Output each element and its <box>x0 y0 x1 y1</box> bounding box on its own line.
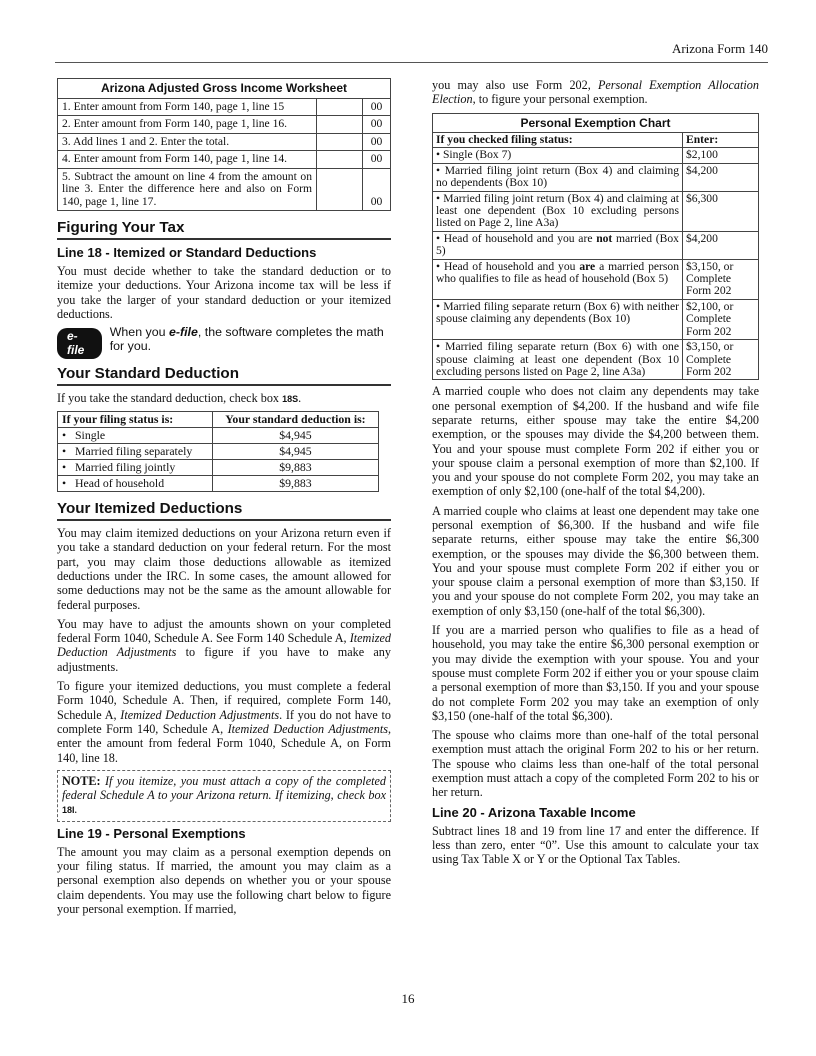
worksheet-amount-field[interactable] <box>317 116 363 134</box>
worksheet-row <box>58 168 391 211</box>
exemption-amount: $2,100 <box>683 148 759 163</box>
worksheet-cents: 00 <box>363 116 391 134</box>
line19-heading: Line 19 - Personal Exemptions <box>57 825 246 841</box>
worksheet-row <box>58 116 391 134</box>
header-divider <box>55 62 768 63</box>
worksheet-row-text: 5. Subtract the amount on line 4 from the amount on line 3. Enter the difference here and also on Form 140, page 1, line 17. <box>58 168 317 211</box>
standard-deduction-text: If you take the standard deduction, check box 18S. <box>57 390 302 405</box>
worksheet-row-text: 4. Enter amount from Form 140, page 1, line 14. <box>58 151 317 169</box>
itemized-paragraph-2: You may have to adjust the amounts shown on your completed federal Form 1040, Schedule A. See Form 140 Schedule A, Itemized Deduction Adjustments to figure if you have to make any adjustments. <box>57 616 391 674</box>
sd-amount: $9,883 <box>212 460 378 476</box>
sd-col-amount: Your standard deduction is: <box>212 412 378 428</box>
note-label: NOTE: <box>62 773 101 788</box>
worksheet-title: Arizona Adjusted Gross Income Worksheet <box>58 79 391 99</box>
right-column <box>432 78 759 872</box>
standard-deduction-table <box>57 411 379 492</box>
worksheet-amount-field[interactable] <box>317 133 363 151</box>
exemption-col-amount: Enter: <box>683 133 759 148</box>
worksheet-amount-field[interactable] <box>317 151 363 169</box>
worksheet-cents: 00 <box>363 133 391 151</box>
line18-text: You must decide whether to take the standard deduction or to itemize your deductions. Your Arizona income tax will be less if you take the larger of your standard deduction or your itemized deductions. <box>57 264 391 321</box>
worksheet-row-text: 3. Add lines 1 and 2. Enter the total. <box>58 133 317 151</box>
line19-continued-text: you may also use Form 202, Personal Exemption Allocation Election, to figure your personal exemption. <box>432 78 759 107</box>
itemized-paragraph-1: You may claim itemized deductions on your Arizona return even if you take a standard deduction on your federal return. For the most part, you may claim those deductions allowable as itemized deductions under the IRC. In some cases, the amount allowed for some deductions may not be the same as the amount allowable for federal purposes. <box>57 526 391 612</box>
exemption-col-status: If you checked filing status: <box>433 133 683 148</box>
sd-amount: $4,945 <box>212 428 378 444</box>
exemption-status: • Single (Box 7) <box>433 148 683 163</box>
exemption-status: • Married filing separate return (Box 6) with neither spouse claiming any dependents (Box 10) <box>433 299 683 339</box>
exemption-status: • Married filing joint return (Box 4) and claiming no dependents (Box 10) <box>433 163 683 191</box>
table-row <box>433 148 759 163</box>
exemption-status: • Married filing joint return (Box 4) and claiming at least one dependent (Box 10 excluding persons listed on Page 2, line A3a) <box>433 191 683 231</box>
worksheet-row <box>58 98 391 116</box>
worksheet-amount-field[interactable] <box>317 98 363 116</box>
exemption-amount: $6,300 <box>683 191 759 231</box>
figuring-tax-heading: Figuring Your Tax <box>57 219 391 240</box>
exemption-amount: $4,200 <box>683 163 759 191</box>
sd-amount: $4,945 <box>212 444 378 460</box>
worksheet-cents: 00 <box>363 151 391 169</box>
exemption-status: • Head of household and you are not married (Box 5) <box>433 231 683 259</box>
exemption-paragraph-2: A married couple who claims at least one dependent may take one personal exemption of $6,300. If the husband and wife file separate returns, either spouse may take the entire $6,300 exemption, or the spouses may divide the $6,300 between them. You and your spouse must complete Form 202 if either you or your spouse claim a personal exemption of more than $3,150. If you and your spouse do not complete Form 202, you may take an exemption of only $3,150 (one-half of the total $6,300). <box>432 503 759 618</box>
sd-status: • Married filing separately <box>58 444 213 460</box>
table-row <box>433 259 759 299</box>
efile-text: When you e-file, the software completes the math for you. <box>109 325 384 353</box>
exemption-amount: $4,200 <box>683 231 759 259</box>
exemption-chart-title: Personal Exemption Chart <box>433 113 759 132</box>
table-row <box>433 231 759 259</box>
itemize-note: NOTE: If you itemize, you must attach a copy of the completed federal Schedule A to your Arizona return. If itemizing, check box 18I. <box>57 770 391 822</box>
line19-text: The amount you may claim as a personal exemption depends on your filing status. If married, the amount you may claim as a personal exemption also depends on whether you or your spouse claim dependents. You may use the following chart below to figure your personal exemption. If married, <box>57 844 391 916</box>
exemption-paragraph-4: The spouse who claims more than one-half of the total personal exemption must attach the original Form 202 to his or her return. The spouse who claims less than one-half of the total personal exemption must attach a copy of the completed Form 202 to his or her return. <box>432 728 759 800</box>
line20-text: Subtract lines 18 and 19 from line 17 and enter the difference. If less than zero, enter “0”. Use this amount to calculate your tax using Tax Table X or Y or the Optional Tax Tables. <box>432 823 759 867</box>
efile-logo: e-file <box>57 328 102 359</box>
sd-status: • Head of household <box>58 476 213 492</box>
worksheet-row <box>58 151 391 169</box>
page-header-title: Arizona Form 140 <box>671 41 768 56</box>
exemption-status: • Married filing separate return (Box 6) with one spouse claiming at least one dependent (Box 10 excluding persons listed on Page 2, line A3a) <box>433 340 683 380</box>
worksheet-row <box>58 133 391 151</box>
table-row <box>433 299 759 339</box>
left-column <box>57 78 391 921</box>
table-row <box>58 444 379 460</box>
exemption-amount: $3,150, or Complete Form 202 <box>683 340 759 380</box>
worksheet-cents: 00 <box>363 168 391 211</box>
table-row <box>433 340 759 380</box>
exemption-amount: $2,100, or Complete Form 202 <box>683 299 759 339</box>
worksheet-row-text: 2. Enter amount from Form 140, page 1, line 16. <box>58 116 317 134</box>
table-row <box>58 460 379 476</box>
agi-worksheet <box>57 78 391 211</box>
standard-deduction-heading: Your Standard Deduction <box>57 365 391 386</box>
line18-heading: Line 18 - Itemized or Standard Deductions <box>57 245 317 260</box>
worksheet-row-text: 1. Enter amount from Form 140, page 1, line 15 <box>58 98 317 116</box>
personal-exemption-chart <box>432 113 759 381</box>
line20-heading: Line 20 - Arizona Taxable Income <box>432 804 636 820</box>
itemized-paragraph-3: To figure your itemized deductions, you must complete a federal Form 1040, Schedule A. Then, if required, complete Form 140, Schedule A, Itemized Deduction Adjustments. If you do not have to complete Form 140, Schedule A, Itemized Deduction Adjustments, enter the amount from federal Form 1040, Schedule A, on Form 140, line 18. <box>57 679 391 765</box>
sd-status: • Married filing jointly <box>58 460 213 476</box>
itemized-deductions-heading: Your Itemized Deductions <box>57 500 391 521</box>
sd-amount: $9,883 <box>212 476 378 492</box>
sd-col-status: If your filing status is: <box>58 412 213 428</box>
table-row <box>58 428 379 444</box>
sd-status: • Single <box>58 428 213 444</box>
table-row <box>433 191 759 231</box>
worksheet-amount-field[interactable] <box>317 168 363 211</box>
page-number: 16 <box>401 991 415 1006</box>
exemption-status: • Head of household and you are a married person who qualifies to file as head of household (Box 5) <box>433 259 683 299</box>
table-row <box>58 476 379 492</box>
exemption-amount: $3,150, or Complete Form 202 <box>683 259 759 299</box>
table-row <box>433 163 759 191</box>
exemption-paragraph-3: If you are a married person who qualifies to file as a head of household, you may take the entire $6,300 personal exemption or you may divide the exemption with your spouse. You and your spouse must complete Form 202 if either you or your spouse claim a personal exemption of more than $3,150. If you and your spouse do not complete Form 202 you may take an exemption of only $3,150 (one-half of the total $6,300). <box>432 623 759 723</box>
worksheet-cents: 00 <box>363 98 391 116</box>
exemption-paragraph-1: A married couple who does not claim any dependents may take one personal exemption of $4,200. If the husband and wife file separate returns, either spouse may take the entire $4,200 exemption, or the spouses may divide the $4,200 between them. You and your spouse must complete Form 202 if either you or your spouse claim a personal exemption of more than $2,100. If you and your spouse do not complete Form 202, you may take an exemption of only $2,100 (one-half of the total $4,200). <box>432 384 759 499</box>
efile-callout <box>57 326 391 359</box>
